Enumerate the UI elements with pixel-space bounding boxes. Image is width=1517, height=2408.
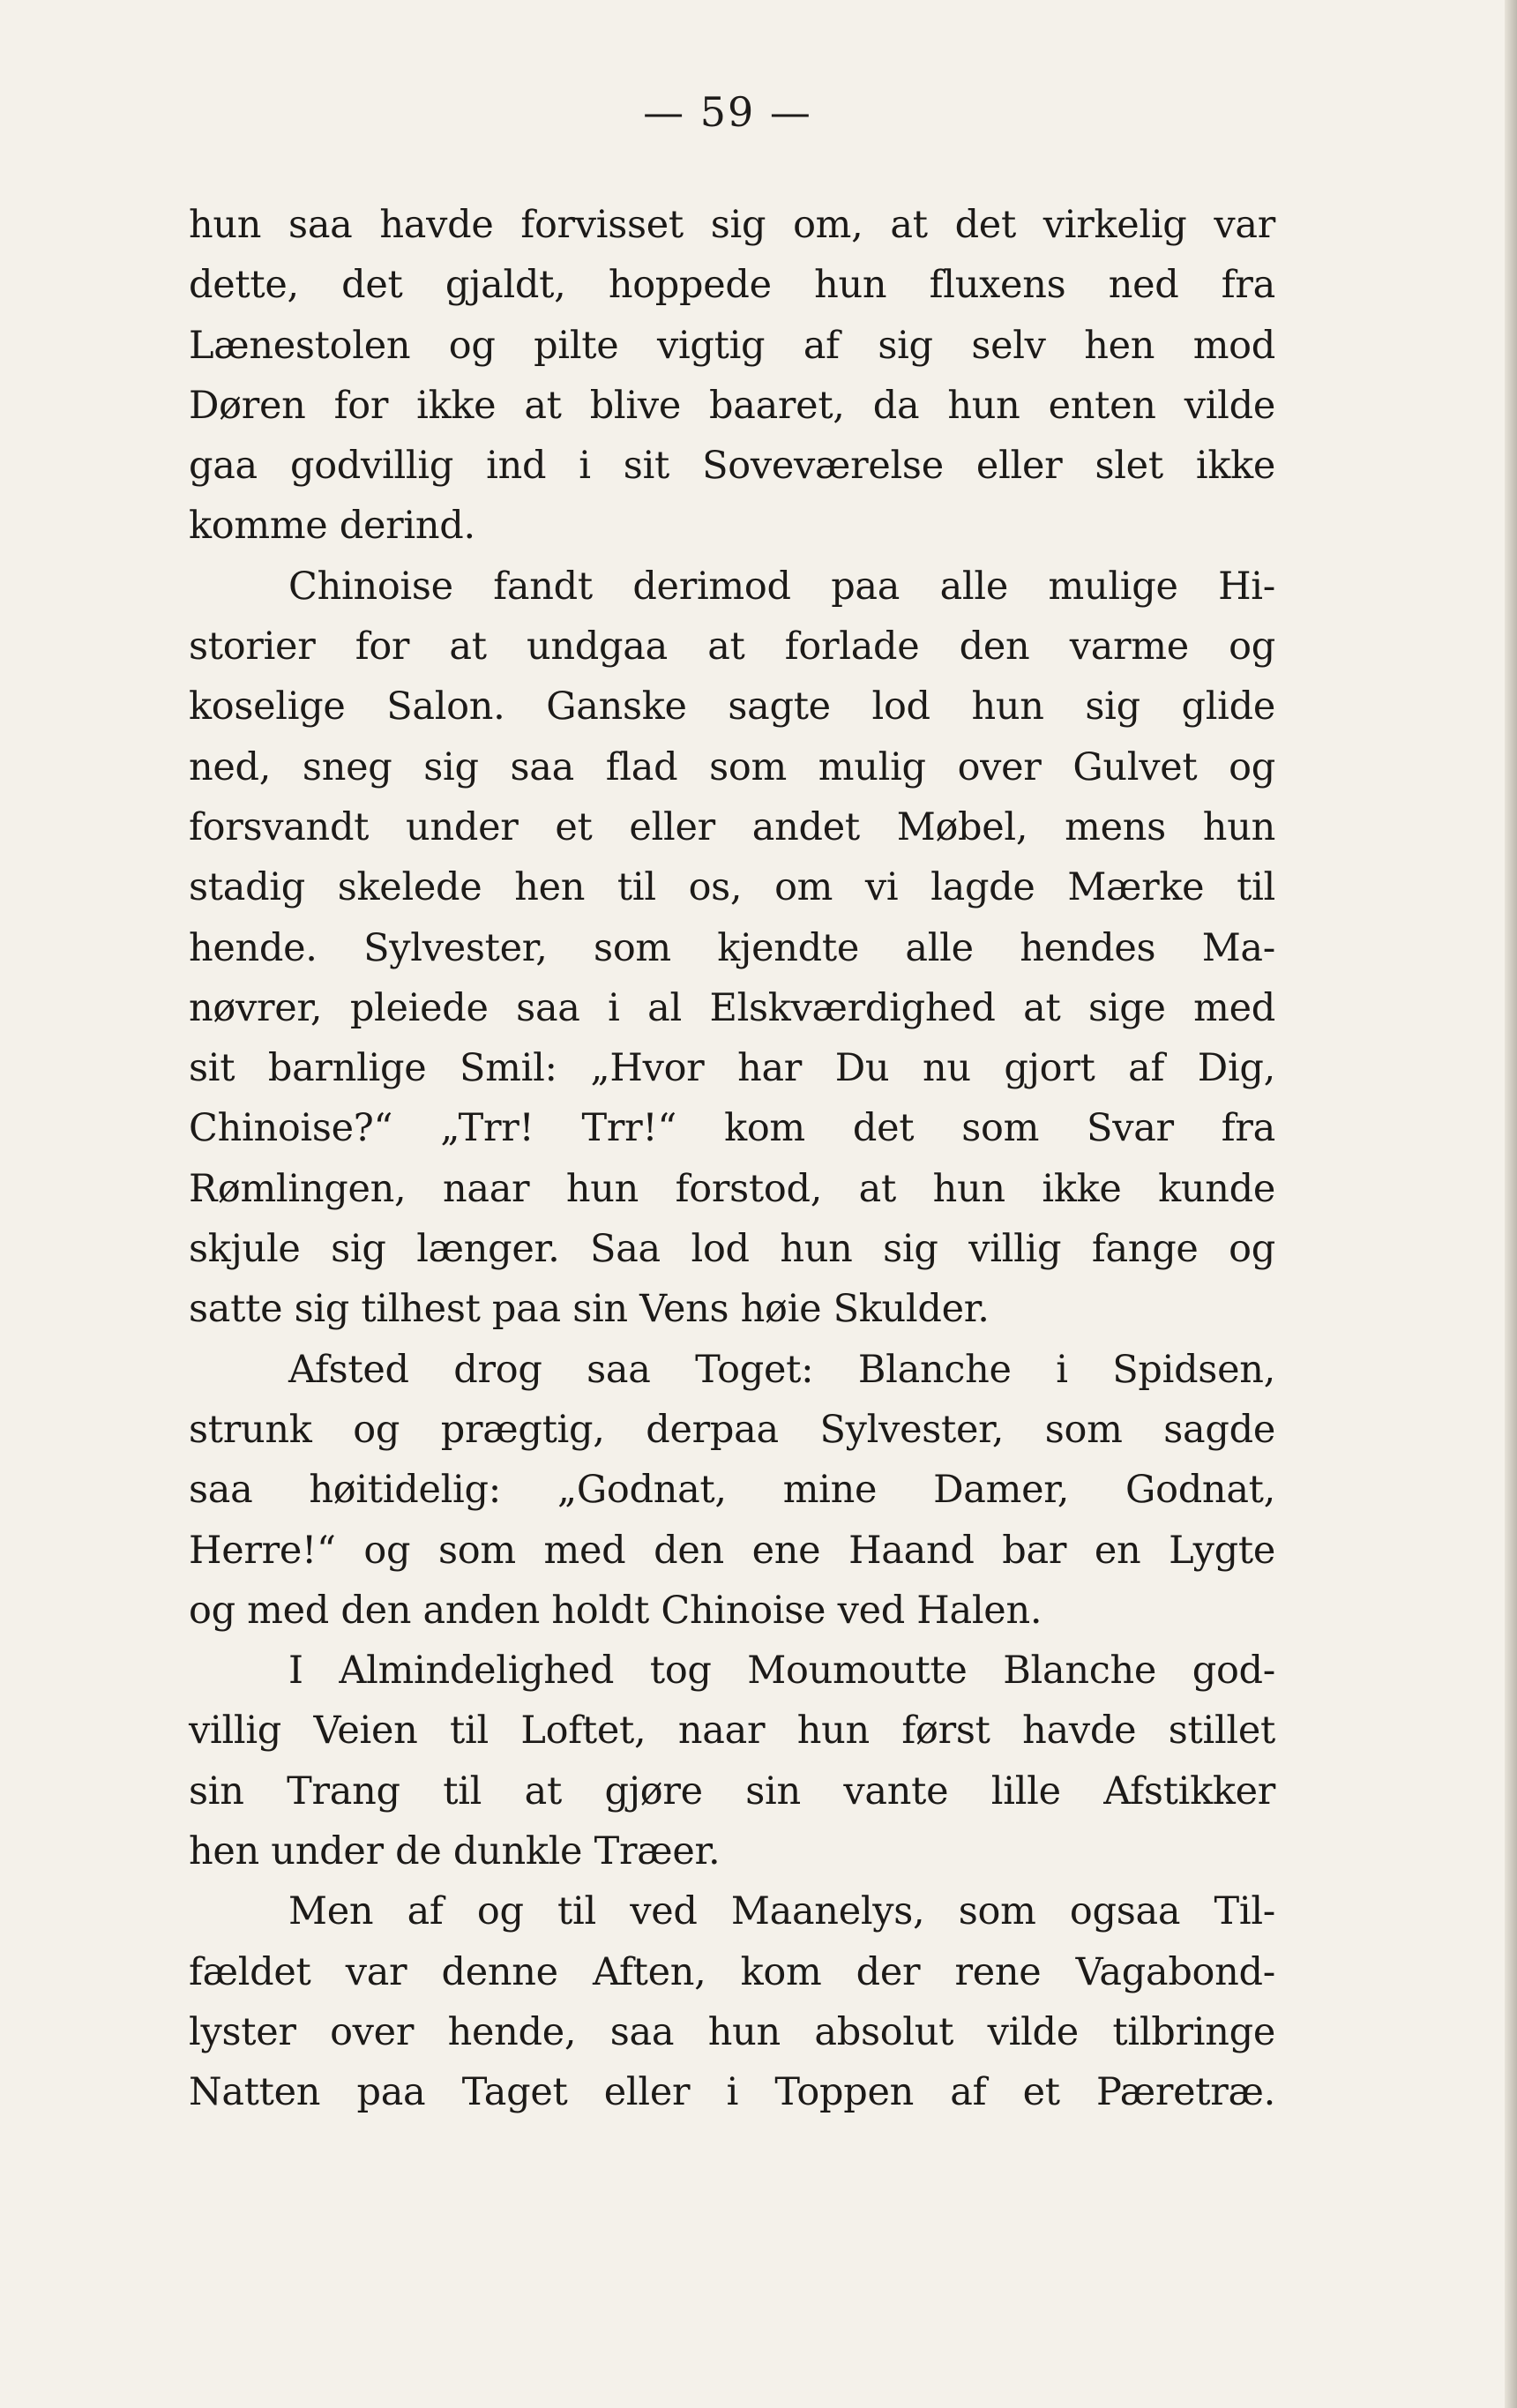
text-line: Chinoise fandt derimod paa alle mulige Hi- (288, 564, 1275, 609)
text-line: ned, sneg sig saa flad som mulig over Gulvet og (189, 744, 1275, 789)
text-line: forsvandt under et eller andet Møbel, mens hun (189, 804, 1275, 849)
body-text (189, 195, 1275, 2123)
text-line: Natten paa Taget eller i Toppen af et Pæretræ. (189, 2070, 1275, 2115)
text-line: I Almindelighed tog Moumoutte Blanche god- (288, 1649, 1275, 1694)
text-line: Lænestolen og pilte vigtig af sig selv hen mod (189, 323, 1275, 368)
text-line: og med den anden holdt Chinoise ved Halen. (189, 1588, 1042, 1633)
text-line: lyster over hende, saa hun absolut vilde tilbringe (189, 2009, 1275, 2054)
text-line: hen under de dunkle Træer. (189, 1829, 721, 1874)
page-edge (1505, 0, 1517, 2408)
page-number: — 59 — (643, 88, 812, 136)
text-line: Chinoise?“ „Trr! Trr!“ kom det som Svar fra (189, 1106, 1275, 1151)
text-line: storier for at undgaa at forlade den varme og (189, 624, 1275, 669)
text-line: Men af og til ved Maanelys, som ogsaa Til- (288, 1889, 1275, 1934)
text-line: Døren for ikke at blive baaret, da hun enten vilde (189, 383, 1275, 428)
text-line: fældet var denne Aften, kom der rene Vagabond- (189, 1949, 1275, 1994)
text-line: Herre!“ og som med den ene Haand bar en Lygte (189, 1528, 1275, 1573)
text-line: dette, det gjaldt, hoppede hun fluxens ned fra (189, 263, 1275, 308)
text-line: strunk og prægtig, derpaa Sylvester, som sagde (189, 1407, 1275, 1452)
text-line: nøvrer, pleiede saa i al Elskværdighed at sige med (189, 985, 1275, 1030)
text-line: stadig skelede hen til os, om vi lagde Mærke til (189, 865, 1275, 910)
text-line: skjule sig længer. Saa lod hun sig villig fange og (189, 1227, 1275, 1272)
text-line: sit barnlige Smil: „Hvor har Du nu gjort af Dig, (189, 1046, 1275, 1091)
text-line: hende. Sylvester, som kjendte alle hendes Ma- (189, 925, 1275, 970)
text-line: satte sig tilhest paa sin Vens høie Skulder. (189, 1287, 990, 1332)
text-line: Afsted drog saa Toget: Blanche i Spidsen, (288, 1347, 1275, 1392)
text-line: sin Trang til at gjøre sin vante lille Afstikker (189, 1769, 1275, 1813)
text-line: gaa godvillig ind i sit Soveværelse eller slet ikke (189, 444, 1275, 489)
text-line: komme derind. (189, 504, 475, 549)
text-line: villig Veien til Loftet, naar hun først havde stillet (189, 1709, 1275, 1754)
text-line: hun saa havde forvisset sig om, at det virkelig var (189, 203, 1275, 247)
text-line: koselige Salon. Ganske sagte lod hun sig glide (189, 684, 1275, 729)
text-line: saa høitidelig: „Godnat, mine Damer, Godnat, (189, 1468, 1275, 1513)
text-line: Rømlingen, naar hun forstod, at hun ikke kunde (189, 1166, 1275, 1211)
